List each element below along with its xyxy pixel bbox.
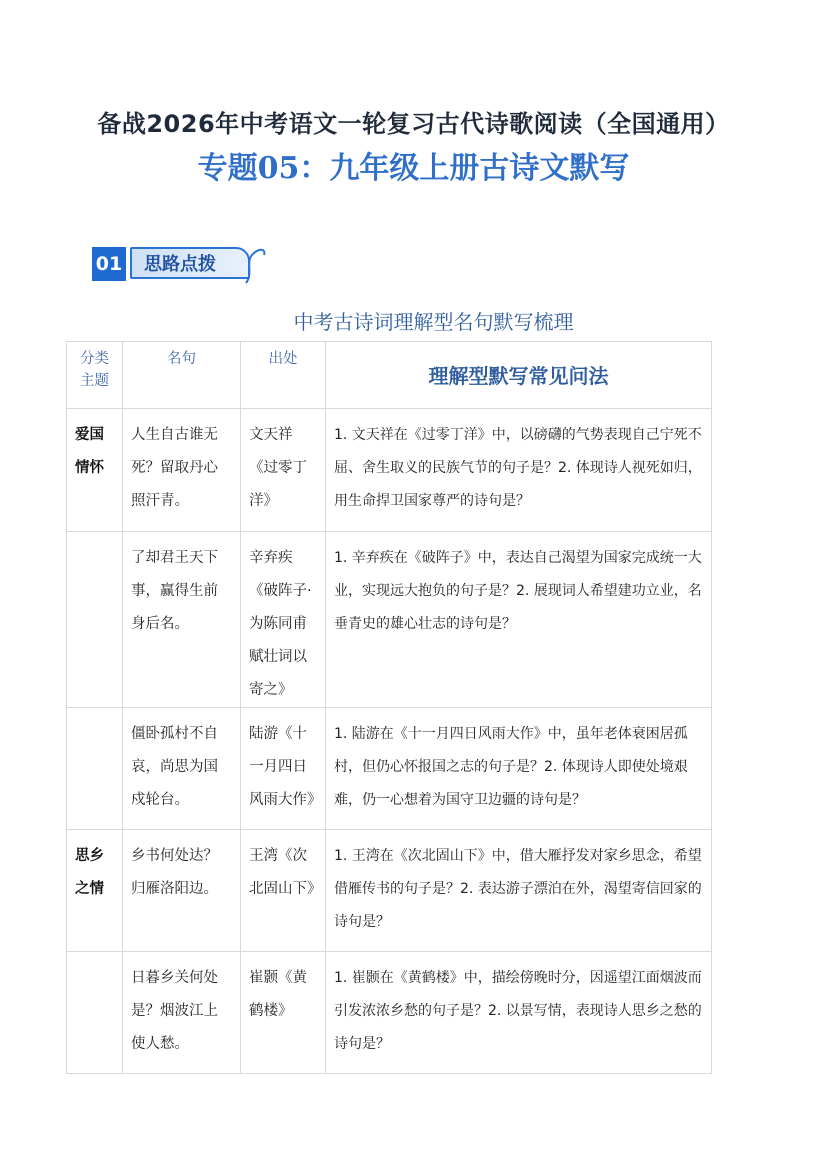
table-row (67, 532, 712, 708)
table-row (67, 708, 712, 830)
row-famous-line: 了却君王天下事，赢得生前身后名。 (123, 532, 241, 708)
row-source: 崔颢《黄鹤楼》 (241, 952, 326, 1074)
section-number: 01 (92, 247, 126, 281)
row-source: 文天祥《过零丁洋》 (241, 409, 326, 532)
row-source: 辛弃疾《破阵子·为陈同甫赋壮词以寄之》 (241, 532, 326, 708)
row-famous-line: 乡书何处达？归雁洛阳边。 (123, 830, 241, 952)
row-famous-line: 人生自古谁无死？留取丹心照汗青。 (123, 409, 241, 532)
row-category: 思乡之情 (67, 830, 123, 952)
row-category (67, 708, 123, 830)
document-subtitle: 专题05：九年级上册古诗文默写 (197, 151, 630, 186)
row-famous-line: 僵卧孤村不自哀，尚思为国戍轮台。 (123, 708, 241, 830)
section-badge (92, 243, 272, 285)
table-header-row (67, 342, 712, 409)
row-question: 1. 辛弃疾在《破阵子》中，表达自己渴望为国家完成统一大业，实现远大抱负的句子是？2. 展现词人希望建功立业，名垂青史的雄心壮志的诗句是？ (326, 532, 712, 708)
document-title: 备战2026年中考语文一轮复习古代诗歌阅读（全国通用） (97, 110, 730, 138)
column-header-category: 分类主题 (67, 342, 123, 409)
table-row (67, 952, 712, 1074)
table-row (67, 409, 712, 532)
swirl-ornament-icon (240, 243, 270, 285)
row-famous-line: 日暮乡关何处是？烟波江上使人愁。 (123, 952, 241, 1074)
row-category: 爱国情怀 (67, 409, 123, 532)
row-question: 1. 陆游在《十一月四日风雨大作》中，虽年老体衰困居孤村，但仍心怀报国之志的句子是？2. 体现诗人即使处境艰难，仍一心想着为国守卫边疆的诗句是？ (326, 708, 712, 830)
table-title: 中考古诗词理解型名句默写梳理 (293, 310, 574, 334)
row-category (67, 952, 123, 1074)
row-question: 1. 文天祥在《过零丁洋》中，以磅礴的气势表现自己宁死不屈、舍生取义的民族气节的句子是？2. 体现诗人视死如归，用生命捍卫国家尊严的诗句是？ (326, 409, 712, 532)
row-question: 1. 崔颢在《黄鹤楼》中，描绘傍晚时分，因遥望江面烟波而引发浓浓乡愁的句子是？2. 以景写情，表现诗人思乡之愁的诗句是？ (326, 952, 712, 1074)
column-header-line: 名句 (123, 342, 241, 409)
row-source: 王湾《次北固山下》 (241, 830, 326, 952)
column-header-question: 理解型默写常见问法 (326, 342, 712, 409)
column-header-source: 出处 (241, 342, 326, 409)
row-source: 陆游《十一月四日风雨大作》 (241, 708, 326, 830)
section-label: 思路点拨 (130, 247, 250, 279)
poetry-table (66, 341, 712, 1074)
row-question: 1. 王湾在《次北固山下》中，借大雁抒发对家乡思念，希望借雁传书的句子是？2. 表达游子漂泊在外，渴望寄信回家的诗句是？ (326, 830, 712, 952)
table-row (67, 830, 712, 952)
row-category (67, 532, 123, 708)
